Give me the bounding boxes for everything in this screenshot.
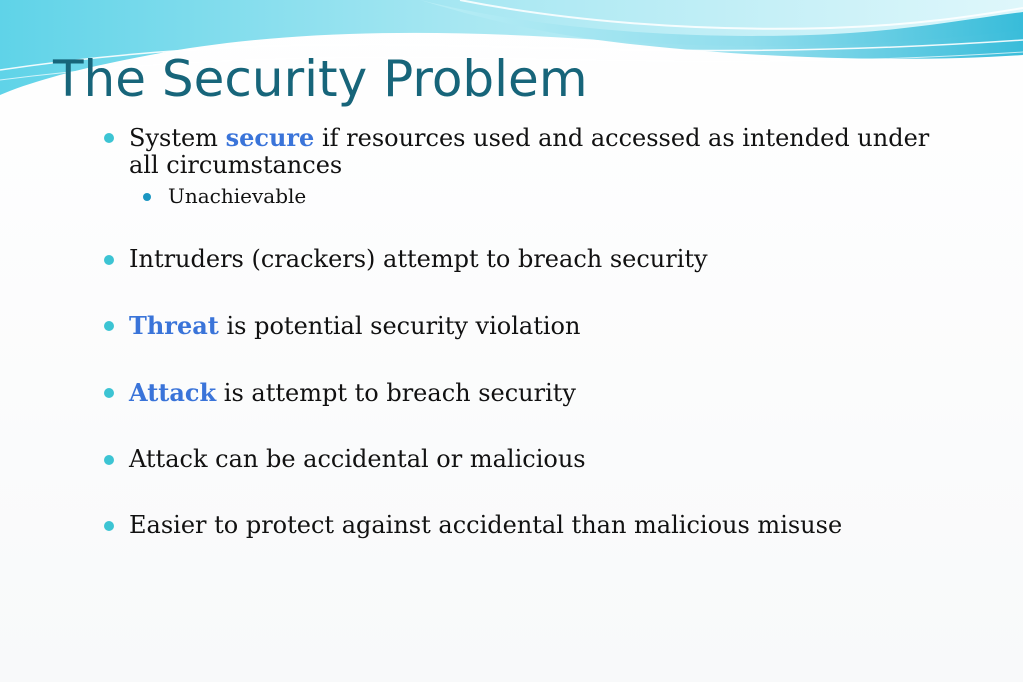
bullet-1-suffix: if resources used and accessed as intended under all circumstances (129, 124, 930, 179)
bullet-item-6: Easier to protect against accidental than malicious misuse (104, 512, 964, 539)
sub-bullet-item-1: Unachievable (143, 183, 964, 210)
bullet-4-suffix: is attempt to breach security (216, 379, 576, 407)
bullet-item-1 (104, 124, 964, 179)
slide-title: The Security Problem (53, 50, 588, 108)
bullet-list (104, 124, 964, 539)
bullet-3-highlight: Threat (129, 311, 219, 340)
bullet-1-prefix: System (129, 124, 226, 152)
bullet-item-4 (104, 379, 964, 407)
bullet-item-3 (104, 312, 964, 340)
bullet-3-suffix: is potential security violation (218, 312, 581, 340)
bullet-item-5: Attack can be accidental or malicious (104, 446, 964, 473)
bullet-item-2: Intruders (crackers) attempt to breach security (104, 246, 964, 273)
bullet-4-highlight: Attack (129, 378, 217, 407)
bullet-1-highlight: secure (225, 123, 315, 152)
